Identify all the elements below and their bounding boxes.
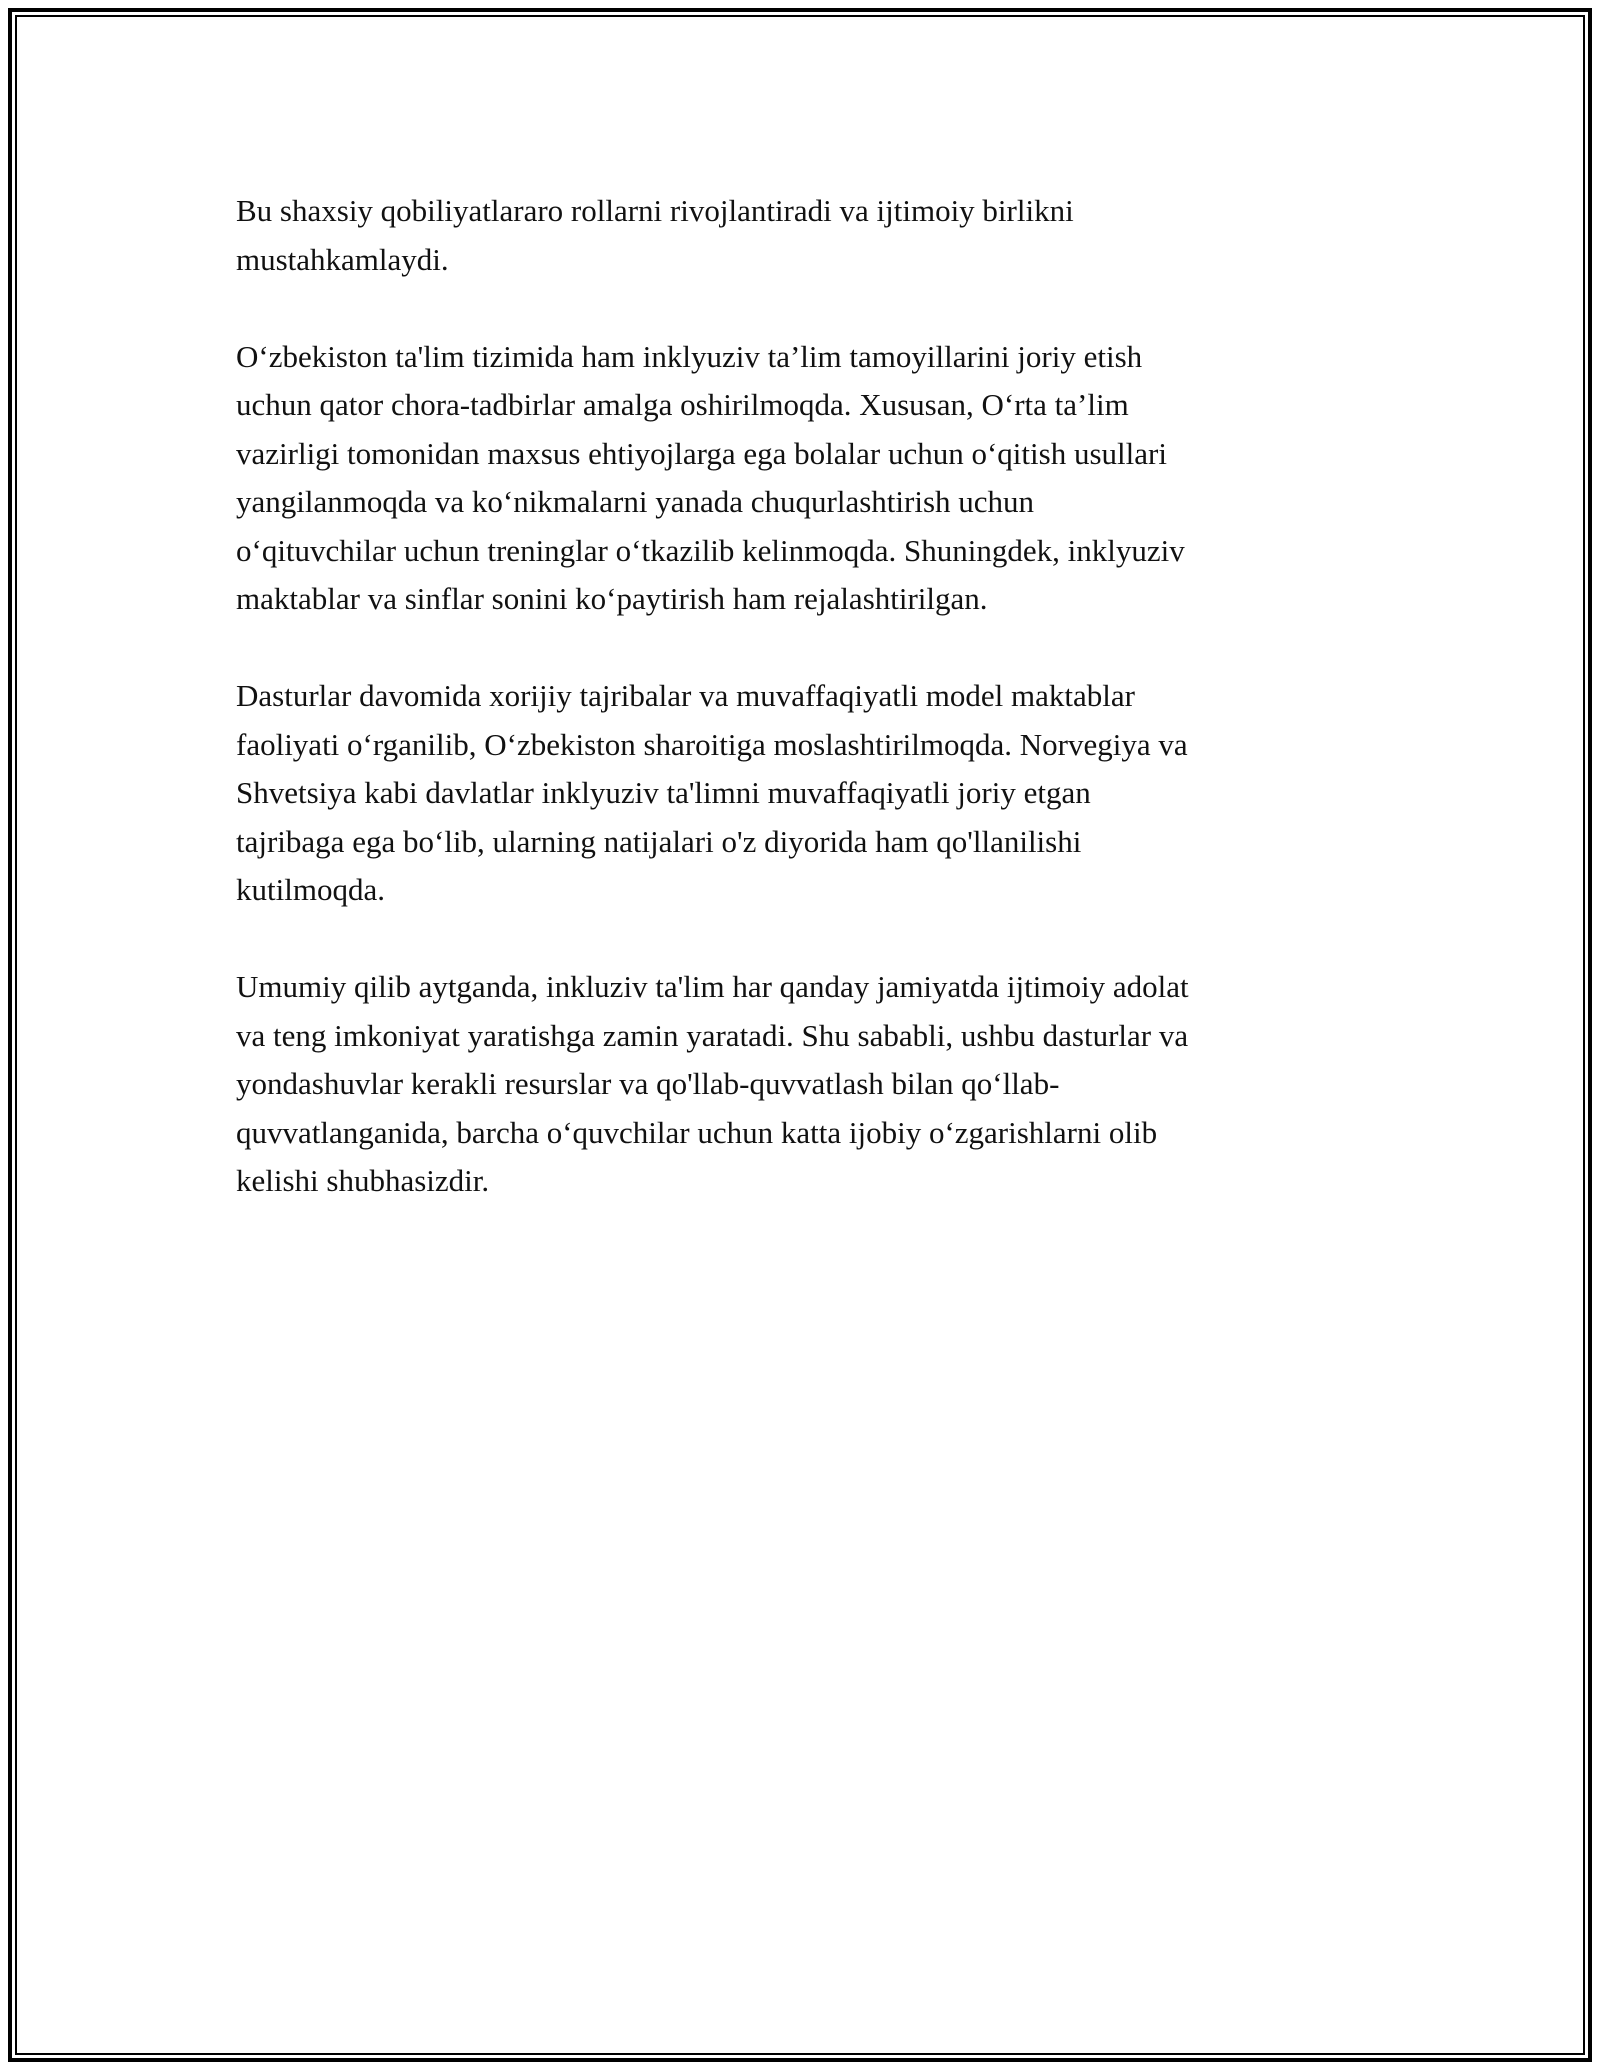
paragraph-2: O‘zbekiston ta'lim tizimida ham inklyuziv ta’lim tamoyillarini joriy etish uchun qator chora-tadbirlar amalga oshirilmoqda. Xususan, O‘rta ta’lim vazirligi tomonidan maxsus ehtiyojlarga ega bolalar uchun o‘qitish usullari yangilanmoqda va ko‘nikmalarni yanada chuqurlashtirish uchun o‘qituvchilar uchun treninglar o‘tkazilib kelinmoqda. Shuningdek, inklyuziv maktablar va sinflar sonini ko‘paytirish ham rejalashtirilgan. — [236, 338, 1185, 616]
paragraph-3: Dasturlar davomida xorijiy tajribalar va muvaffaqiyatli model maktablar faoliyati o‘rganilib, O‘zbekiston sharoitiga moslashtirilmoqda. Norvegiya va Shvetsiya kabi davlatlar inklyuziv ta'limni muvaffaqiyatli joriy etgan tajribaga ega bo‘lib, ularning natijalari o'z diyorida ham qo'llanilishi kutilmoqda. — [236, 678, 1188, 907]
paragraph-1: Bu shaxsiy qobiliyatlararo rollarni rivojlantiradi va ijtimoiy birlikni mustahkamlaydi. — [236, 193, 1074, 277]
paragraph-4: Umumiy qilib aytganda, inkluziv ta'lim har qanday jamiyatda ijtimoiy adolat va teng imkoniyat yaratishga zamin yaratadi. Shu sababli, ushbu dasturlar va yondashuvlar kerakli resurslar va qo'llab-quvvatlash bilan qo‘llab- quvvatlanganida, barcha o‘quvchilar uchun katta ijobiy o‘zgarishlarni olib kelishi shubhasizdir. — [236, 969, 1189, 1198]
document-body — [236, 187, 1376, 1254]
